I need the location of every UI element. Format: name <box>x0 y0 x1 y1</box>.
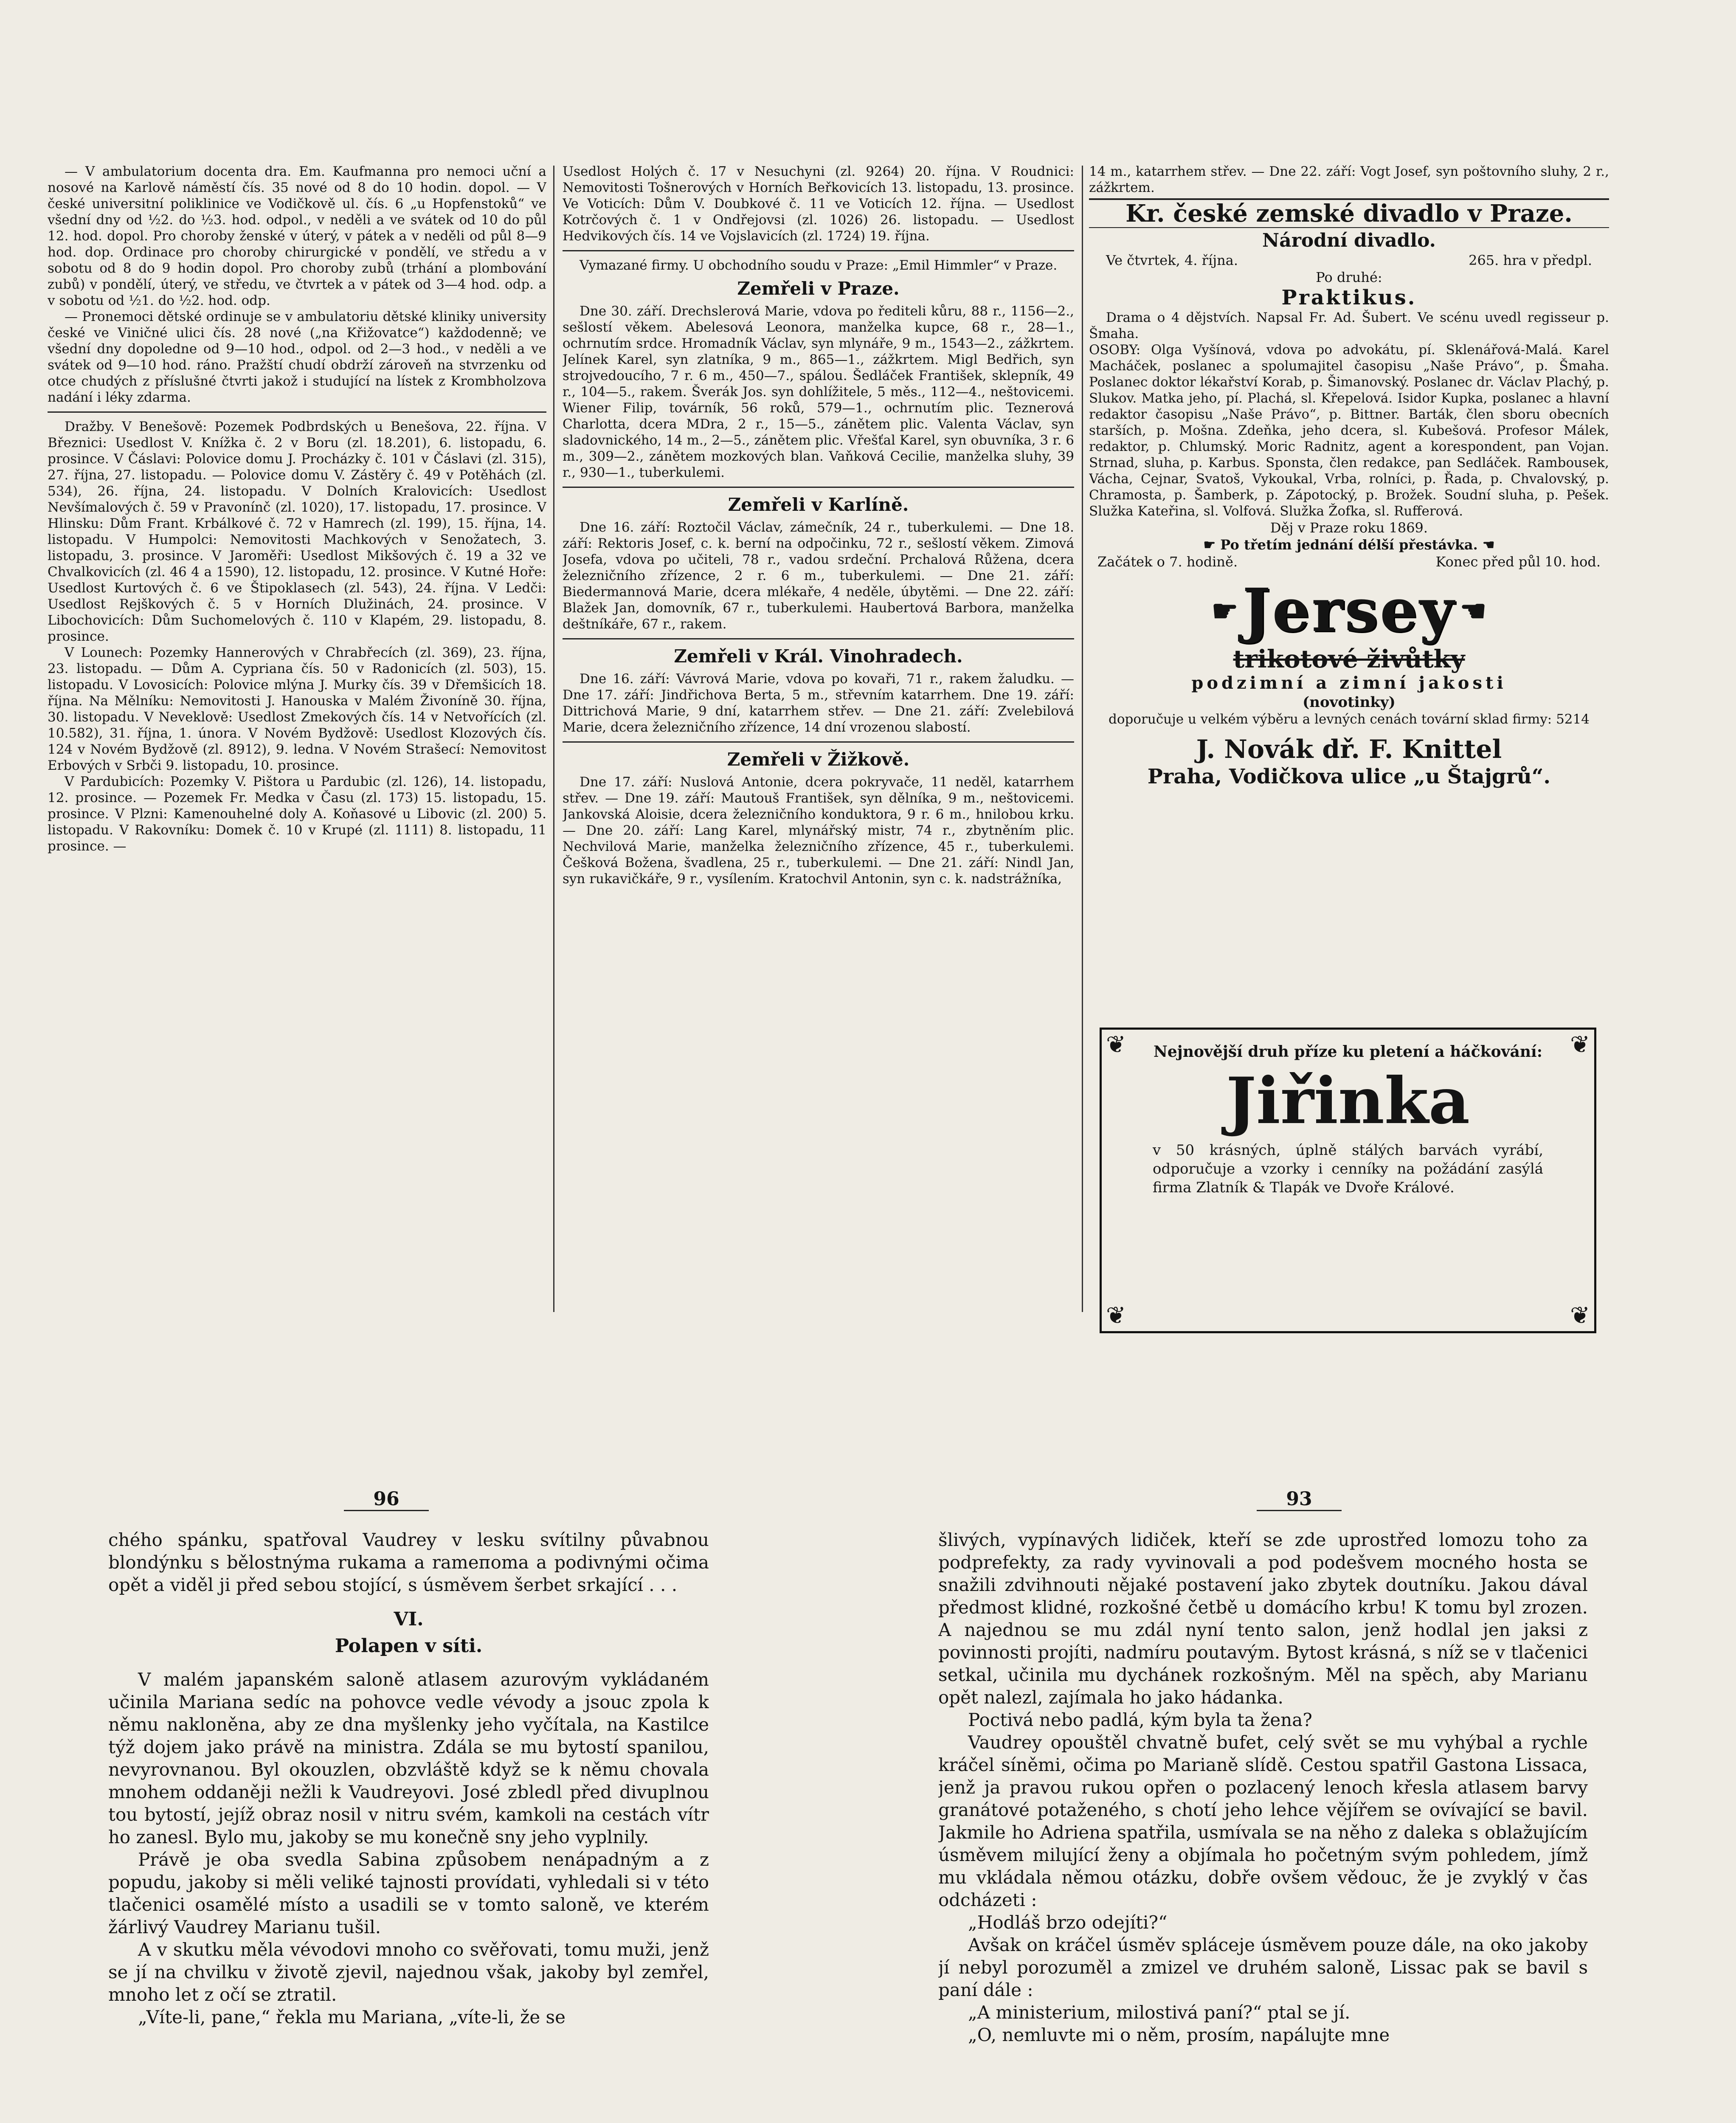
novel-paragraph: šlivých, vypínavých lidiček, kteří se zde uprostřed lomozu toho za podprefekty, za rady vyvinovali a pod podešvem mocného hosta se snažili zdvihnouti nějaké postavení jako zbytek doutníku. Jakou dával předmost klidné, rozkošné četbě u domácího krbu! K tomu byl zrozen. A najednou se mu zdál nyní tento salon, jenž hodlal jen jaksi z povinnosti projíti, nadmíru poutavým. Bytost krásná, s níž se v tlačenici setkal, učinila mu dychánek rozkošným. Měl na spěch, aby Marianu opět nalezl, zajímala ho jako hádanka. <box>938 1529 1588 1708</box>
auction-notice: V Pardubicích: Pozemky V. Pištora u Pardubic (zl. 126), 14. listopadu, 12. prosince. — Pozemek Fr. Medka v Času (zl. 173) 15. listopadu, 15. prosince. V Plzni: Kamenouhelné doly A. Koňasové u Libovic (zl. 200) 5. listopadu. V Rakovníku: Domek č. 10 v Krupé (zl. 1111) 8. listopadu, 11 prosince. — <box>48 774 546 854</box>
clinic-notice: — Pronemoci dětské ordinuje se v ambulatoriu dětské kliniky university české ve Viničné ulici čís. 28 nové („na Křižovatce“) každodenně; ve všední dny dopoledne od 9—10 hod., odpol. od 2—3 hod., v neděli a ve svátek od 9—10 hod. ráno. Pražští chudí obdrží zároveň na stvrzenku od otce chudých z příslušné čtvrti jakož i studující na lístek z Krombholzova nadání i léky zdarma. <box>48 309 546 405</box>
ornament-icon: ❦ <box>1570 1302 1590 1329</box>
page-number-left: 96 <box>344 1488 429 1511</box>
page-number-right: 93 <box>1257 1488 1342 1511</box>
novel-paragraph: „Hodláš brzo odejíti?“ <box>968 1912 1168 1933</box>
novel-paragraph: Právě je oba svedla Sabina způsobem nenápadným a z popudu, jakoby si měli veliké tajnosti provídati, vyhledali si v této tlačenici osamělé místo a usadili se v tomto saloně, ve kterém žárlivý Vaudrey Marianu tušil. <box>108 1849 709 1937</box>
deaths-karlin-heading: Zemřeli v Karlíně. <box>728 494 909 515</box>
novel-paragraph: „A ministerium, milostivá paní?“ ptal se jí. <box>968 2002 1351 2023</box>
chapter-number: VI. <box>394 1608 424 1630</box>
pointing-hand-icon: ☚ <box>1460 593 1487 628</box>
divider <box>48 411 546 413</box>
novel-paragraph: Avšak on kráčel úsměv spláceje úsměvem pouze dále, na oko jakoby jí nebyl porozuměl a zmizel ve druhém saloně, Lissac pak se bavil s paní dále : <box>938 1934 1588 2000</box>
jersey-ad-word: Jersey <box>1242 576 1456 645</box>
novel-paragraph: „Víte-li, pane,“ řekla mu Mariana, „víte-li, že se <box>138 2007 566 2027</box>
ornament-icon: ❦ <box>1106 1031 1126 1059</box>
deaths-prague: Dne 30. září. Drechslerová Marie, vdova po řediteli kůru, 88 r., 1156—2., sešlostí věkem. Abelesová Leonora, manželka kupce, 68 r., 28—1., ochrnutím srdce. Hromadník Václav, syn mlynáře, 9 m., 1543—2., zážkrtem. Jelínek Karel, syn zlatníka, 9 m., 865—1., zážkrtem. Migl Bedřich, syn strojvedoucího, 7 r. 6 m., 450—7., spálou. Šedláček František, sklepník, 49 r., 104—5., rakem. Šverák Jos. syn dohlížitele, 5 měs., 112—4., neštovicemi. Wiener Filip, továrník, 56 roků, 579—1., ochrnutím plic. Teznerová Charlotta, dcera MDra, 2 r., 15—5., zánětem plic. Valenta Václav, syn sladovnického, 14 m., 2—5., zánětem plic. Vřešťal Karel, syn obuvníka, 3 r. 6 m., 309—2., zánětem mozkových blan. Vaňková Cecilie, manželka sluhy, 39 r., 930—1., tuberkulemi. <box>563 304 1074 480</box>
novel-right-page <box>938 1529 1588 2123</box>
play-setting: Děj v Praze roku 1869. <box>1270 520 1428 536</box>
clinic-notice: — V ambulatorium docenta dra. Em. Kaufmanna pro nemoci uční a nosové na Karlově náměstí čís. 35 nové od 8 do 10 hodin. dopol. — V české universitní poliklinice ve Vodičkově ul. čís. 6 „u Hopfenstoků“ ve všední dny od ½2. do ½3. hod. odpol., v neděli a ve svátek od 10 do půl 12. hod. dopol. Pro choroby ženské v úterý, v pátek a v neděli od půl 8—9 hod. dop. Ordinace pro choroby chirurgické v pondělí, ve středu a v sobotu od 8 do 9 hodin dopol. Pro choroby zubů (trhání a plombování zubů) v pondělí, úterý, ve středu, ve čtvrtek a v pátek od 3—4 hod. odp. a v sobotu od ½1. do ½2. hod. odp. <box>48 164 546 308</box>
pointing-hand-icon: ☛ <box>1211 593 1238 628</box>
deaths-vinohrady-heading: Zemřeli v Král. Vinohradech. <box>674 646 963 667</box>
jersey-ad-firm: J. Novák dř. F. Knittel <box>1196 735 1502 764</box>
show-times <box>1089 553 1609 570</box>
novel-paragraph: Poctivá nebo padlá, kým byla ta žena? <box>968 1709 1312 1730</box>
novel-paragraph: V malém japanském saloně atlasem azurovým vykládaném učinila Mariana sedíc na pohovce vedle vévody a jsouc zpola k němu nakloněna, aby ze dna myšlenky jeho vyčítala, na Kastilce týž dojem jako právě na ministra. Zdála se mu bytostí spanilou, nevyrovnanou. Byl okouzlen, obzvláště když se k němu chovala mnohem oddaněji nežli k Vaudreyovi. José zbledl před divuplnou tou bytostí, jejíž obraz nosil v nitru svém, kamkoli na cestách vítr ho zanesl. Bylo mu, jakoby se mu konečně sny jeho vyplnily. <box>108 1669 709 1847</box>
deaths-karlin: Dne 16. září: Roztočil Václav, zámečník, 24 r., tuberkulemi. — Dne 18. září: Rektoris Josef, c. k. berní na odpočinku, 72 r., sešlostí věkem. Zimová Josefa, vdova po učiteli, 78 r., vadou srdeční. Prchalová Růžena, dcera železničního zřízence, 2 r. 6 m., tuberkulemi. — Dne 21. září: Biedermannová Marie, dcera mlékaře, 4 neděle, úbytěmi. — Dne 22. září: Blažek Jan, domovník, 67 r., tuberkulemi. Haubertová Barbora, manželka deštníkáře, 67 r., rakem. <box>563 520 1074 632</box>
divider <box>563 250 1074 251</box>
play-description: Drama o 4 dějstvích. Napsal Fr. Ad. Šubert. Ve scénu uvedl regisseur p. Šmaha. <box>1089 310 1609 341</box>
start-time: Začátek o 7. hodině. <box>1097 554 1238 570</box>
jersey-ad-text <box>1089 711 1609 727</box>
intermission-note: ☛ Po třetím jednání délší přestávka. ☚ <box>1203 537 1495 553</box>
jirinka-ad-intro: Nejnovější druh příze ku pletení a háčkování: <box>1154 1043 1542 1061</box>
news-column-3 <box>1089 163 1609 1028</box>
jirinka-ad-text: v 50 krásných, úplně stálých barvách vyrábí, odporučuje a vzorky i cenníky na požádání zasýlá firma Zlatník & Tlapák ve Dvoře Králové. <box>1153 1142 1543 1196</box>
novel-paragraph: A v skutku měla vévodovi mnoho co svěřovati, tomu muži, jenž se jí na chvilku v životě zjevil, najednou však, jakoby byl zemřel, mnoho let z očí se ztratil. <box>108 1939 709 2005</box>
deleted-firms: Vymazané firmy. U obchodního soudu v Praze: „Emil Himmler“ v Praze. <box>580 258 1058 273</box>
theatre-title: Kr. české zemské divadlo v Praze. <box>1089 198 1609 228</box>
novel-left-continuation: chého spánku, spatřoval Vaudrey v lesku svítilny půvabnou blondýnku s bělostnýma rukama a rameпoma a podivnými očima opět a viděl ji před sebou stojící, s úsměvem šerbet srkající . . . <box>108 1529 709 1595</box>
theatre-subtitle: Národní divadlo. <box>1262 230 1436 251</box>
deaths-zizkov-heading: Zemřeli v Žižkově. <box>727 749 910 770</box>
jersey-ad-banner <box>1089 576 1609 645</box>
auction-notice: Dražby. V Benešově: Pozemek Podbrdských u Benešova, 22. října. V Březnici: Usedlost V. Knížka č. 2 v Boru (zl. 18.201), 6. listopadu, 6. prosince. V Čáslavi: Polovice domu J. Procházky č. 101 v Čáslavi (zl. 315), 27. října, 27. listopadu. — Polovice domu V. Zástěry č. 49 v Potěhách (zl. 534), 26. října, 24. listopadu. V Dolních Kralovicích: Usedlost Nevšímalových č. 59 v Pravonínč (zl. 1020), 17. listopadu, 17. prosince. V Hlinsku: Dům Frant. Krbálkové č. 72 v Hamrech (zl. 199), 15. října, 14. listopadu. V Humpolci: Nemovitosti Machkových v Senožatech, 3. listopadu, 3. prosince. V Jaroměři: Usedlost Mikšových č. 19 a 32 ve Chvalkovicích (zl. 46 4 a 1590), 12. listopadu, 12. prosince. V Kutné Hoře: Usedlost Kurtových č. 6 ve Štipoklasech (zl. 543), 24. října. V Ledči: Usedlost Rejškových č. 5 v Horních Dlužinách, 24. prosince. V Libochovicích: Dům Suchomelových č. 110 v Klapém, 29. listopadu, 8. prosince. <box>48 419 546 644</box>
performance-date-row <box>1089 252 1609 269</box>
jersey-ad-product: trikotové živůtky <box>1233 645 1465 673</box>
play-title: Praktikus. <box>1281 286 1417 310</box>
auction-continued: Usedlost Holých č. 17 v Nesuchyni (zl. 9264) 20. října. V Roudnici: Nemovitosti Tošnerových v Horních Beřkovicích 13. listopadu, 13. prosince. Ve Voticích: Dům V. Doubkové č. 11 ve Voticích 12. října. — Usedlost Kotrčových č. 1 v Ondřejovsi (zl. 1026) 26. listopadu. — Usedlost Hedvikových čís. 14 ve Vojslavicích (zl. 1724) 19. října. <box>563 164 1074 244</box>
ornament-icon: ❦ <box>1106 1302 1126 1329</box>
chapter-title: Polapen v síti. <box>335 1635 483 1657</box>
jersey-ad-address: Praha, Vodičkova ulice „u Štajgrů“. <box>1147 765 1551 788</box>
news-column-2 <box>563 163 1074 1327</box>
deaths-vinohrady: Dne 16. září: Vávrová Marie, vdova po kovaři, 71 r., rakem žaludku. — Dne 17. září: Jindřichova Berta, 5 m., střevním katarrhem. Dne 19. září: Dittrichová Marie, 9 dní, katarrhem střev. — Dne 21. září: Zvelebilová Marie, dcera železničního zřízence, 14 dní vrozenou slabostí. <box>563 671 1074 735</box>
jirinka-ad-word: Jiřinka <box>1226 1064 1470 1138</box>
ornament-icon: ❦ <box>1570 1031 1590 1059</box>
end-time: Konec před půl 10. hod. <box>1435 554 1601 570</box>
auction-notice: V Lounech: Pozemky Hannerových v Chrabřecích (zl. 369), 23. října, 23. listopadu. — Dům A. Cypriana čís. 50 v Radonicích (zl. 503), 15. listopadu. V Lovosicích: Polovice mlýna J. Murky čís. 39 v Dřemšicích 18. října. Na Mělníku: Nemovitosti J. Hanouska v Malém Živoníně 30. října, 30. listopadu. V Neveklově: Usedlost Zmekových čís. 14 v Netvořících (zl. 10.582), 31. října, 1. února. V Novém Bydžově: Usedlost Klozových čís. 124 v Novém Bydžově (zl. 8912), 9. ledna. V Novém Strašecí: Nemovitost Erbových v Srbči 9. listopadu, 10. prosince. <box>48 645 546 773</box>
deaths-zizkov: Dne 17. září: Nuslová Antonie, dcera pokryvače, 11 neděl, katarrhem střev. — Dne 19. září: Mautouš František, syn dělníka, 9 m., neštovicemi. Jankovská Aloisie, dcera železničního konduktora, 9 r. 6 m., hnilobou krku. — Dne 20. září: Lang Karel, mlynářský mistr, 74 r., zbytněním plic. Nechvilová Marie, manželka železničního zřízence, 45 r., tuberkulemi. Češková Božena, švadlena, 25 r., tuberkulemi. — Dne 21. září: Nindl Jan, syn rukavičkáře, 9 r., vysílením. Kratochvil Antonin, syn c. k. nadstrážníka, <box>563 774 1074 887</box>
jirinka-ad-box <box>1100 1028 1596 1333</box>
deaths-continued: 14 m., katarrhem střev. — Dne 22. září: Vogt Josef, syn poštovního sluhy, 2 r., zážkrtem. <box>1089 164 1609 195</box>
subscription-number: 265. hra v předpl. <box>1469 252 1592 268</box>
repeat-note: Po druhé: <box>1316 269 1382 285</box>
divider <box>563 638 1074 639</box>
jersey-ad-text-body: doporučuje u velkém výběru a levných cenách tovární sklad firmy: <box>1109 712 1552 727</box>
deaths-prague-heading: Zemřeli v Praze. <box>737 278 900 299</box>
column-divider <box>1082 166 1083 1312</box>
performance-date: Ve čtvrtek, 4. října. <box>1106 252 1238 268</box>
news-column-1 <box>48 163 546 1327</box>
divider <box>563 741 1074 743</box>
jersey-ad-new: (novotinky) <box>1303 694 1396 711</box>
cast-list: OSOBY: Olga Vyšínová, vdova po advokátu, pí. Sklenářová-Malá. Karel Macháček, poslanec a spolumajitel časopisu „Naše Právo“, p. Šmaha. Poslanec doktor lékařství Korab, p. Šimanovský. Poslanec dr. Václav Plachý, p. Slukov. Matka jeho, pí. Plachá, sl. Křepelová. Isidor Kupka, poslanec a hlavní redaktor časopisu „Naše Právo“, p. Bittner. Barták, člen sboru obecních starších, p. Mošna. Zdeňka, jeho dcera, sl. Kubešová. Profesor Málek, redaktor, p. Chlumský. Moric Radnitz, agent a korespondent, pan Vojan. Strnad, sluha, p. Karbus. Sponsta, člen redakce, pan Sedláček. Rambousek, Vácha, Cejnar, Svatoš, Vykoukal, Vrba, rolníci, p. Řada, p. Chvalovský, p. Chramosta, p. Šamberk, p. Zápotocký, p. Brožek. Soudní sluha, p. Pešek. Služka Kateřina, sl. Volfová. Služka Žofka, sl. Rufferová. <box>1089 342 1609 519</box>
divider <box>563 487 1074 488</box>
novel-paragraph: Vaudrey opouštěl chvatně bufet, celý svět se mu vyhýbal a rychle kráčel síněmi, očima po Marianě slídě. Cestou spatřil Gastona Lissaca, jenž ja pravou rukou opřen o pozlacený lenoch křesla atlasem barvy granátové potaženého, s chotí jeho lehce vějířem se ovívající se bavil. Jakmile ho Adriena spatřila, usmívala se na něho z daleka s oblažujícím úsměvem milující ženy a objímala ho početným svým pohledem, jímž mu vkládala němou otázku, dobře ovšem vědouc, že je zvyklý v čas odcházeti : <box>938 1732 1588 1910</box>
jersey-ad-season: podzimní a zimní jakosti <box>1191 673 1507 693</box>
jersey-ad-number: 5214 <box>1556 712 1590 727</box>
novel-paragraph: „O, nemluvte mi o něm, prosím, napálujte mne <box>968 2024 1390 2045</box>
novel-left-page <box>108 1529 709 2123</box>
column-divider <box>553 166 554 1312</box>
